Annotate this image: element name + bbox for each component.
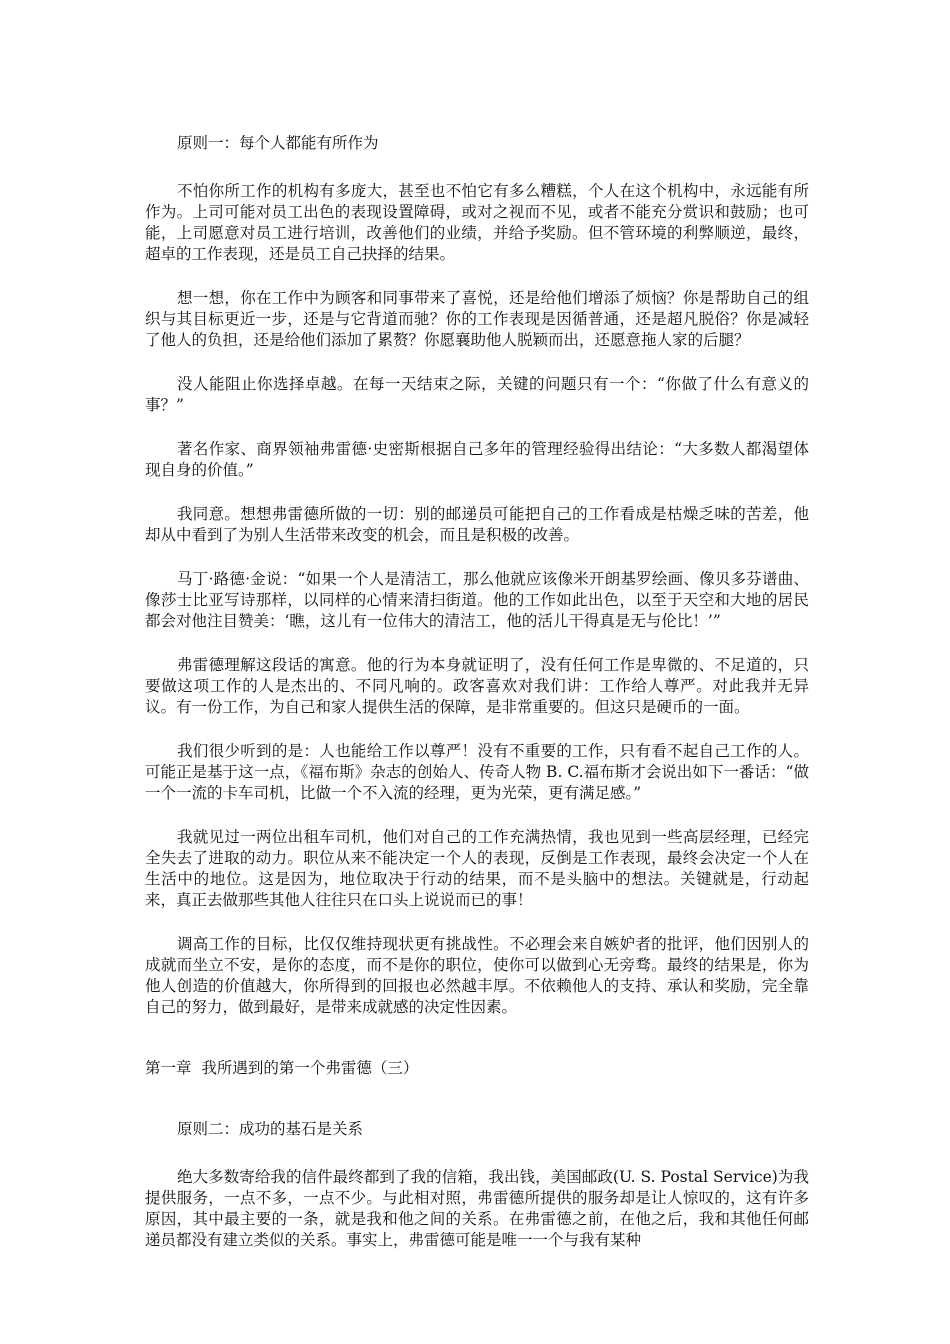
paragraph: 我们很少听到的是：人也能给工作以尊严！没有不重要的工作，只有看不起自己工作的人。可能正是基于这一点，《福布斯》杂志的创始人、传奇人物 B. C.福布斯才会说出如下一番话：“做一个一流的卡车司机，比做一个不入流的经理，更为光荣，更有满足感。” bbox=[145, 742, 809, 802]
document-page bbox=[145, 133, 809, 1251]
paragraph: 绝大多数寄给我的信件最终都到了我的信箱，我出钱，美国邮政(U. S. Postal Service)为我提供服务，一点不多，一点不少。与此相对照，弗雷德所提供的服务却是让人惊叹的，这有许多原因，其中最主要的一条，就是我和他之间的关系。在弗雷德之前，在他之后，我和其他任何邮递员都没有建立类似的关系。事实上，弗雷德可能是唯一一个与我有某种 bbox=[145, 1168, 809, 1249]
paragraph: 著名作家、商界领袖弗雷德·史密斯根据自己多年的管理经验得出结论：“大多数人都渴望体现自身的价值。” bbox=[145, 440, 809, 479]
chapter-title: 第一章 我所遇到的第一个弗雷德（三） bbox=[145, 1059, 419, 1077]
paragraph: 我就见过一两位出租车司机，他们对自己的工作充满热情，我也见到一些高层经理，已经完全失去了进取的动力。职位从来不能决定一个人的表现，反倒是工作表现，最终会决定一个人在生活中的地位。这是因为，地位取决于行动的结果，而不是头脑中的想法。关键就是，行动起来，真正去做那些其他人往往只在口头上说说而已的事！ bbox=[145, 828, 809, 909]
section-heading-principle-1: 原则一：每个人都能有所作为 bbox=[177, 134, 379, 152]
paragraph: 弗雷德理解这段话的寓意。他的行为本身就证明了，没有任何工作是卑微的、不足道的，只要做这项工作的人是杰出的、不同凡响的。政客喜欢对我们讲：工作给人尊严。对此我并无异议。有一份工作，为自己和家人提供生活的保障，是非常重要的。但这只是硬币的一面。 bbox=[145, 656, 809, 716]
paragraph: 没人能阻止你选择卓越。在每一天结束之际，关键的问题只有一个：“你做了什么有意义的事？” bbox=[145, 375, 809, 414]
paragraph: 想一想，你在工作中为顾客和同事带来了喜悦，还是给他们增添了烦恼？你是帮助自己的组织与其目标更近一步，还是与它背道而驰？你的工作表现是因循普通，还是超凡脱俗？你是减轻了他人的负担，还是给他们添加了累赘？你愿襄助他人脱颖而出，还愿意拖人家的后腿？ bbox=[145, 289, 809, 349]
section-heading-principle-2: 原则二：成功的基石是关系 bbox=[177, 1120, 364, 1138]
paragraph: 调高工作的目标，比仅仅维持现状更有挑战性。不必理会来自嫉妒者的批评，他们因别人的成就而坐立不安，是你的态度，而不是你的职位，使你可以做到心无旁骛。最终的结果是，你为他人创造的价值越大，你所得到的回报也必然越丰厚。不依赖他人的支持、承认和奖励，完全靠自己的努力，做到最好，是带来成就感的决定性因素。 bbox=[145, 935, 809, 1016]
paragraph: 马丁·路德·金说：“如果一个人是清洁工，那么他就应该像米开朗基罗绘画、像贝多芬谱曲、像莎士比亚写诗那样，以同样的心情来清扫街道。他的工作如此出色，以至于天空和大地的居民都会对他注目赞美：‘瞧，这儿有一位伟大的清洁工，他的活儿干得真是无与伦比！’” bbox=[145, 570, 809, 630]
paragraph: 不怕你所工作的机构有多庞大，甚至也不怕它有多么糟糕，个人在这个机构中，永远能有所作为。上司可能对员工出色的表现设置障碍，或对之视而不见，或者不能充分赏识和鼓励；也可能，上司愿意对员工进行培训，改善他们的业绩，并给予奖励。但不管环境的利弊顺逆，最终，超卓的工作表现，还是员工自己抉择的结果。 bbox=[145, 182, 809, 263]
paragraph: 我同意。想想弗雷德所做的一切：别的邮递员可能把自己的工作看成是枯燥乏味的苦差，他却从中看到了为别人生活带来改变的机会，而且是积极的改善。 bbox=[145, 505, 809, 544]
